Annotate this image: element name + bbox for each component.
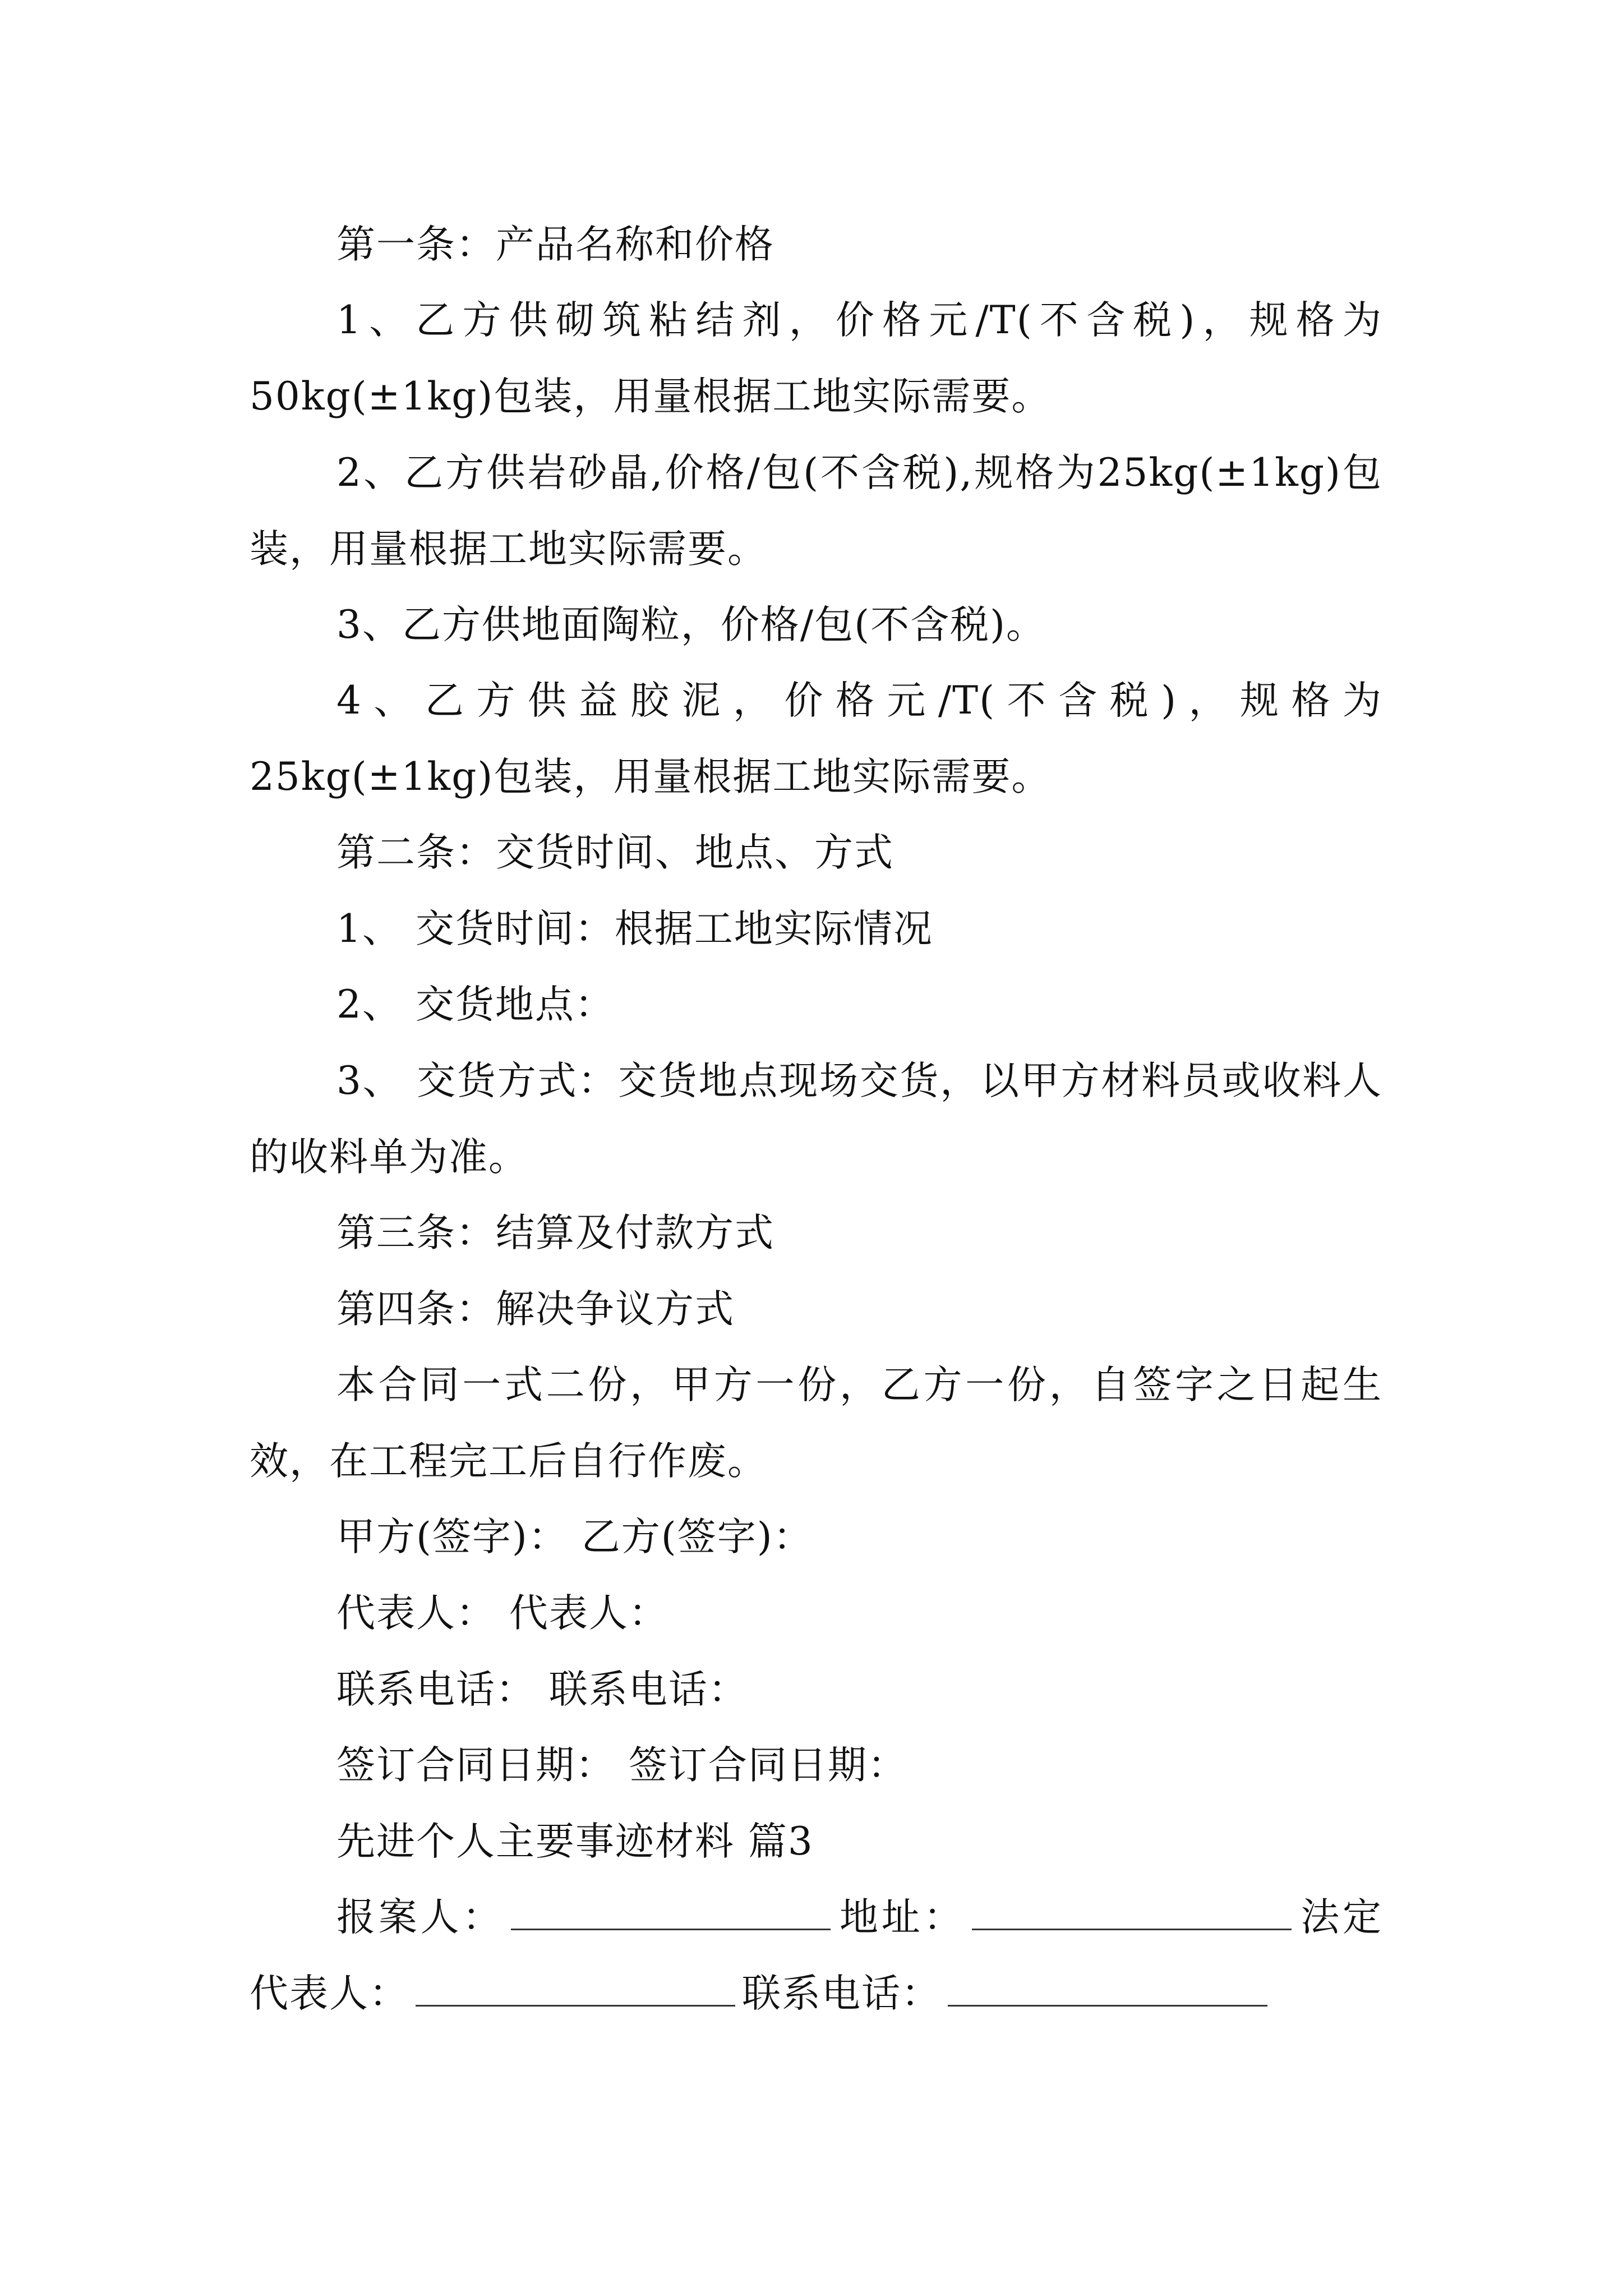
item-3-ceramsite: 3、乙方供地面陶粒，价格/包(不含税)。 bbox=[336, 602, 1046, 647]
phone-line: 联系电话： 联系电话： bbox=[336, 1667, 748, 1712]
delivery-place: 2、 交货地点： bbox=[336, 982, 615, 1027]
article-3-heading: 第三条：结算及付款方式 bbox=[336, 1211, 774, 1255]
delivery-time: 1、 交货时间：根据工地实际情况 bbox=[336, 907, 933, 951]
reporter-label: 报案人： bbox=[336, 1895, 505, 1940]
reporter-blank[interactable] bbox=[511, 1928, 831, 1930]
address-label: 地址： bbox=[837, 1895, 966, 1940]
contract-copies-clause: 本合同一式二份，甲方一份，乙方一份，自签字之日起生效，在工程完工后自行作废。 bbox=[250, 1363, 1382, 1484]
item-4-yijiao-mud: 4、乙方供益胶泥，价格元/T(不含税)，规格为25kg(±1kg)包装，用量根据工地实际需要。 bbox=[250, 678, 1382, 799]
article-2-heading: 第二条：交货时间、地点、方式 bbox=[336, 830, 894, 875]
section-title: 先进个人主要事迹材料 篇3 bbox=[336, 1819, 814, 1864]
representative-line: 代表人： 代表人： bbox=[336, 1591, 668, 1636]
address-blank[interactable] bbox=[972, 1928, 1292, 1930]
signature-line: 甲方(签字)： 乙方(签字)： bbox=[336, 1515, 813, 1559]
sign-date-line: 签订合同日期： 签订合同日期： bbox=[336, 1743, 907, 1788]
article-4-heading: 第四条：解决争议方式 bbox=[336, 1287, 735, 1332]
phone-blank[interactable] bbox=[948, 2004, 1267, 2007]
report-form bbox=[250, 1879, 1382, 2032]
delivery-method: 3、 交货方式：交货地点现场交货，以甲方材料员或收料人的收料单为准。 bbox=[250, 1059, 1382, 1180]
legal-rep-blank[interactable] bbox=[416, 2004, 735, 2007]
phone-label: 联系电话： bbox=[742, 1971, 941, 2016]
item-1-binder-adhesive: 1、乙方供砌筑粘结剂，价格元/T(不含税)，规格为50kg(±1kg)包装，用量根据工地实际需要。 bbox=[250, 298, 1382, 419]
item-2-rock-sand-crystal: 2、乙方供岩砂晶,价格/包(不含税),规格为25kg(±1kg)包装，用量根据工地实际需要。 bbox=[250, 450, 1382, 572]
article-1-heading: 第一条：产品名称和价格 bbox=[336, 222, 774, 267]
legal-rep-label: 法定代表人： bbox=[250, 1895, 1383, 2016]
